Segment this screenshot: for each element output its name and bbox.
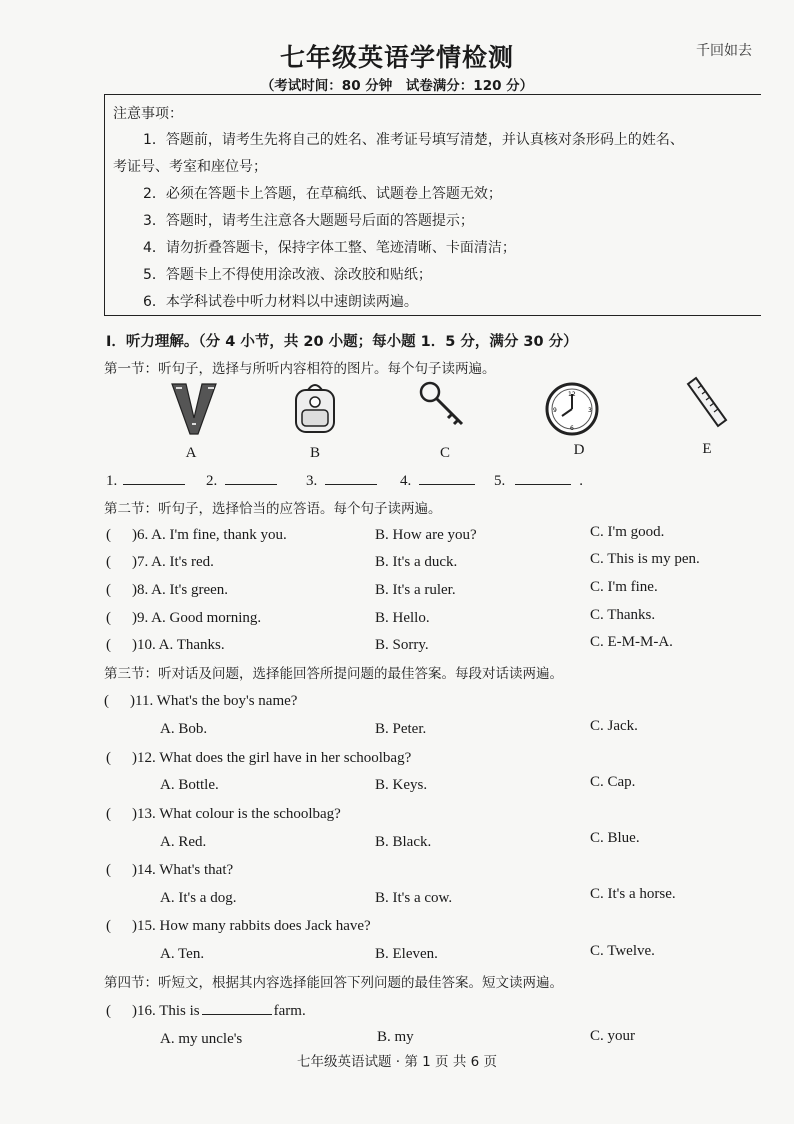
option-a: A. Bottle. — [160, 777, 219, 793]
notice-line: 6．本学科试卷中听力材料以中速朗读两遍。 — [143, 294, 418, 310]
answer-blank-4[interactable]: 4. — [400, 473, 475, 490]
option-b: B. Hello. — [375, 610, 430, 626]
option-b: B. It's a duck. — [375, 554, 458, 570]
answer-paren[interactable]: ( — [106, 610, 111, 626]
question-8: )8. A. It's green. — [132, 582, 229, 598]
picture-label-a: A — [185, 445, 197, 461]
answer-paren[interactable]: ( — [104, 693, 109, 709]
notice-box — [104, 94, 761, 316]
option-a: A. Red. — [160, 834, 207, 850]
fill-blank[interactable] — [202, 1013, 272, 1015]
option-b: B. Peter. — [375, 721, 427, 737]
answer-blank-1[interactable]: 1. — [106, 473, 185, 490]
option-c: C. your — [590, 1028, 635, 1044]
answer-paren[interactable]: ( — [106, 582, 111, 598]
option-c: C. I'm good. — [590, 524, 665, 540]
page-footer: 七年级英语试题 · 第 1 页 共 6 页 — [296, 1054, 497, 1070]
notice-line: 3．答题时，请考生注意各大题题号后面的答题提示； — [143, 213, 474, 229]
section2-heading: 第二节：听句子，选择恰当的应答语。每个句子读两遍。 — [104, 501, 442, 517]
option-c: C. Cap. — [590, 774, 636, 790]
question-6: )6. A. I'm fine, thank you. — [132, 527, 287, 543]
option-c: C. Twelve. — [590, 943, 655, 959]
notice-line: 考证号、考室和座位号； — [113, 159, 267, 175]
question-13: )13. What colour is the schoolbag? — [132, 806, 341, 822]
part1-heading: I．听力理解。（分 4 小节，共 20 小题；每小题 1．5 分，满分 30 分） — [106, 334, 578, 350]
option-c: C. This is my pen. — [590, 551, 700, 567]
corner-handwriting: 千回如去 — [696, 43, 752, 59]
letter-v-icon — [168, 380, 220, 438]
answer-blank-5[interactable]: 5. . — [494, 473, 583, 489]
picture-label-c: C — [439, 445, 450, 461]
notice-line: 4．请勿折叠答题卡，保持字体工整、笔迹清晰、卡面清洁； — [143, 240, 516, 256]
schoolbag-icon — [290, 380, 340, 436]
option-b: B. my — [377, 1029, 414, 1045]
question-16: )16. This is farm. — [132, 1003, 306, 1019]
question-9: )9. A. Good morning. — [132, 610, 262, 626]
answer-paren[interactable]: ( — [106, 637, 111, 653]
section1-heading: 第一节：听句子，选择与所听内容相符的图片。每个句子读两遍。 — [104, 361, 496, 377]
svg-text:3: 3 — [588, 407, 592, 414]
notice-line: 1．答题前，请考生先将自己的姓名、准考证号填写清楚，并认真核对条形码上的姓名、 — [143, 132, 684, 148]
option-a: A. It's a dog. — [160, 890, 237, 906]
option-c: C. I'm fine. — [590, 579, 658, 595]
picture-label-e: E — [702, 441, 712, 457]
option-b: B. Keys. — [375, 777, 428, 793]
exam-info: （考试时间：80 分钟 试卷满分：120 分） — [260, 78, 534, 94]
answer-paren[interactable]: ( — [106, 862, 111, 878]
option-b: B. Eleven. — [375, 946, 438, 962]
answer-blank-2[interactable]: 2. — [206, 473, 277, 490]
question-11: )11. What's the boy's name? — [130, 693, 298, 709]
question-15: )15. How many rabbits does Jack have? — [132, 918, 371, 934]
ruler-icon — [682, 374, 730, 430]
option-a: A. my uncle's — [160, 1031, 243, 1047]
notice-line: 2．必须在答题卡上答题，在草稿纸、试题卷上答题无效； — [143, 186, 502, 202]
svg-text:6: 6 — [570, 425, 574, 432]
option-c: C. It's a horse. — [590, 886, 676, 902]
option-c: C. E-M-M-A. — [590, 634, 673, 650]
picture-label-d: D — [573, 442, 585, 458]
question-10: )10. A. Thanks. — [132, 637, 225, 653]
svg-text:12: 12 — [568, 391, 576, 398]
option-a: A. Ten. — [160, 946, 205, 962]
notice-line: 5．答题卡上不得使用涂改液、涂改胶和贴纸； — [143, 267, 432, 283]
option-b: B. How are you? — [375, 527, 477, 543]
section4-heading: 第四节：听短文，根据其内容选择能回答下列问题的最佳答案。短文读两遍。 — [104, 975, 563, 991]
question-7: )7. A. It's red. — [132, 554, 214, 570]
answer-paren[interactable]: ( — [106, 750, 111, 766]
answer-blank-3[interactable]: 3. — [306, 473, 377, 490]
picture-label-b: B — [309, 445, 320, 461]
question-14: )14. What's that? — [132, 862, 234, 878]
option-b: B. Sorry. — [375, 637, 429, 653]
answer-paren[interactable]: ( — [106, 806, 111, 822]
notice-heading: 注意事项： — [113, 106, 183, 122]
key-icon — [418, 380, 468, 430]
clock-icon — [544, 380, 600, 438]
answer-paren[interactable]: ( — [106, 918, 111, 934]
option-a: A. Bob. — [160, 721, 208, 737]
option-c: C. Jack. — [590, 718, 638, 734]
question-12: )12. What does the girl have in her schoolbag? — [132, 750, 412, 766]
answer-paren[interactable]: ( — [106, 527, 111, 543]
page-title: 七年级英语学情检测 — [279, 43, 514, 72]
answer-paren[interactable]: ( — [106, 1003, 111, 1019]
svg-text:9: 9 — [553, 407, 557, 414]
answer-paren[interactable]: ( — [106, 554, 111, 570]
option-b: B. It's a cow. — [375, 890, 453, 906]
option-c: C. Thanks. — [590, 607, 656, 623]
option-b: B. Black. — [375, 834, 432, 850]
option-b: B. It's a ruler. — [375, 582, 456, 598]
option-c: C. Blue. — [590, 830, 640, 846]
section3-heading: 第三节：听对话及问题，选择能回答所提问题的最佳答案。每段对话读两遍。 — [104, 666, 563, 682]
